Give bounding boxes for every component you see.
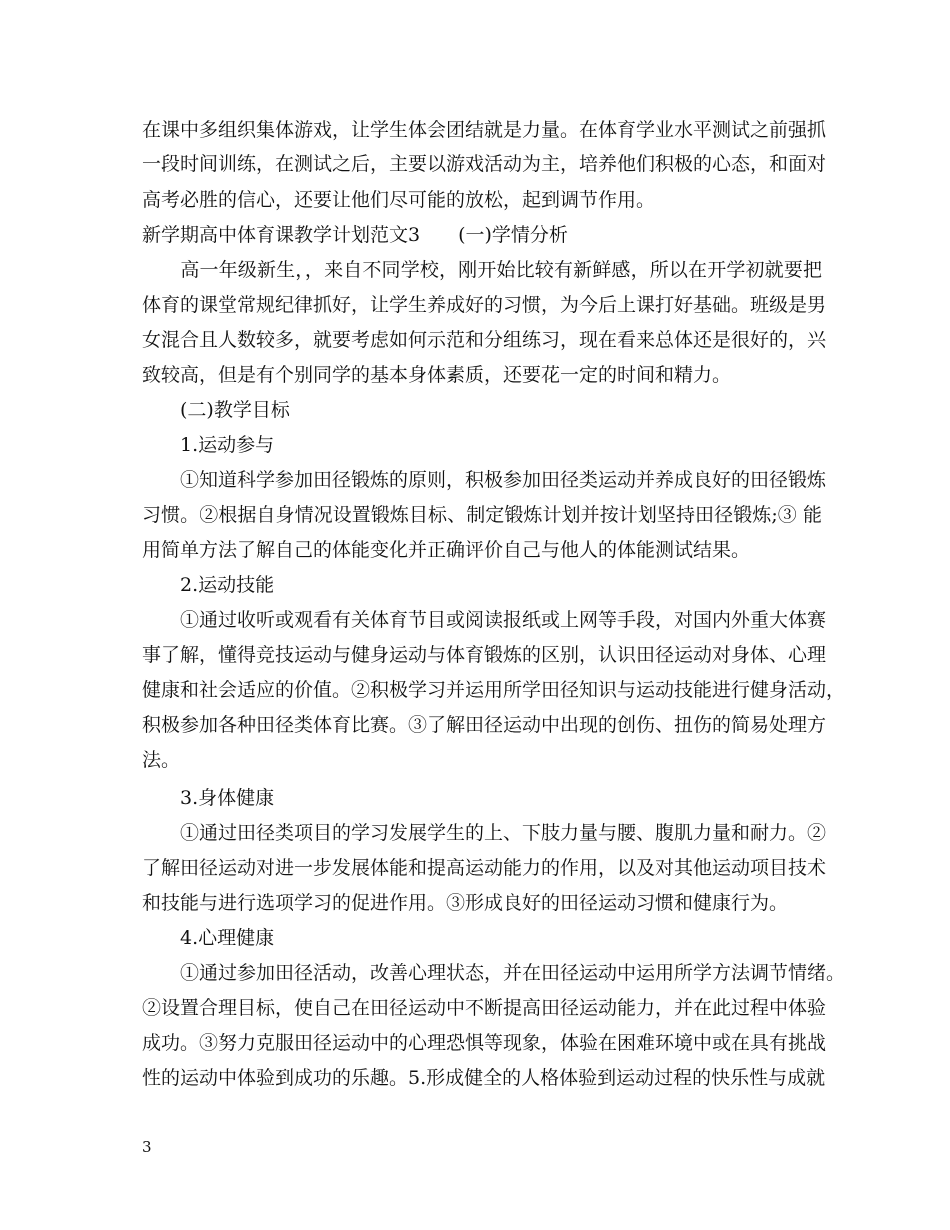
text-line: 高考必胜的信心，还要让他们尽可能的放松，起到调节作用。 — [142, 189, 656, 211]
text-line: ①通过参加田径活动，改善心理状态，并在田径运动中运用所学方法调节情绪。 — [142, 962, 846, 984]
text-line: 高一年级新生，，来自不同学校，刚开始比较有新鲜感，所以在开学初就要把 — [142, 259, 823, 281]
text-line: ①通过田径类项目的学习发展学生的上、下肢力量与腰、腹肌力量和耐力。② — [142, 822, 827, 844]
text-line: 事了解，懂得竞技运动与健身运动与体育锻炼的区别，认识田径运动对身体、心理 — [142, 644, 827, 666]
text-line: 积极参加各种田径类体育比赛。③了解田径运动中出现的创伤、扭伤的简易处理方 — [142, 714, 827, 736]
text-line: 了解田径运动对进一步发展体能和提高运动能力的作用，以及对其他运动项目技术 — [142, 857, 827, 879]
text-line: 新学期高中体育课教学计划范文3 (一)学情分析 — [142, 224, 568, 246]
text-line: 习惯。②根据自身情况设置锻炼目标、制定锻炼计划并按计划坚持田径锻炼;③ 能 — [142, 504, 823, 526]
text-line: 女混合且人数较多，就要考虑如何示范和分组练习，现在看来总体还是很好的，兴 — [142, 329, 827, 351]
text-line: 4.心理健康 — [142, 927, 275, 949]
text-line: 致较高，但是有个别同学的基本身体素质，还要花一定的时间和精力。 — [142, 364, 732, 386]
text-line: ①通过收听或观看有关体育节目或阅读报纸或上网等手段，对国内外重大体赛 — [142, 609, 827, 631]
text-line: 一段时间训练，在测试之后，主要以游戏活动为主，培养他们积极的心态，和面对 — [142, 153, 827, 175]
text-line: 法。 — [142, 749, 181, 771]
text-line: 成功。③努力克服田径运动中的心理恐惧等现象，体验在困难环境中或在具有挑战 — [142, 1032, 827, 1054]
text-line: 和技能与进行选项学习的促进作用。③形成良好的田径运动习惯和健康行为。 — [142, 892, 789, 914]
text-line: ①知道科学参加田径锻炼的原则，积极参加田径类运动并养成良好的田径锻炼 — [142, 469, 827, 491]
text-line: 性的运动中体验到成功的乐趣。5.形成健全的人格体验到运动过程的快乐性与成就 — [142, 1067, 826, 1089]
text-line: 健康和社会适应的价值。②积极学习并运用所学田径知识与运动技能进行健身活动， — [142, 679, 846, 701]
text-line: 2.运动技能 — [142, 574, 275, 596]
page-number: 3 — [142, 1138, 152, 1156]
text-line: 在课中多组织集体游戏，让学生体会团结就是力量。在体育学业水平测试之前强抓 — [142, 119, 827, 141]
text-line: 用简单方法了解自己的体能变化并正确评价自己与他人的体能测试结果。 — [142, 539, 751, 561]
text-line: 体育的课堂常规纪律抓好，让学生养成好的习惯，为今后上课打好基础。班级是男 — [142, 294, 827, 316]
text-line: ②设置合理目标，使自己在田径运动中不断提高田径运动能力，并在此过程中体验 — [142, 997, 827, 1019]
text-line: 3.身体健康 — [142, 787, 275, 809]
text-line: 1.运动参与 — [142, 434, 275, 456]
text-line: (二)教学目标 — [142, 399, 290, 421]
